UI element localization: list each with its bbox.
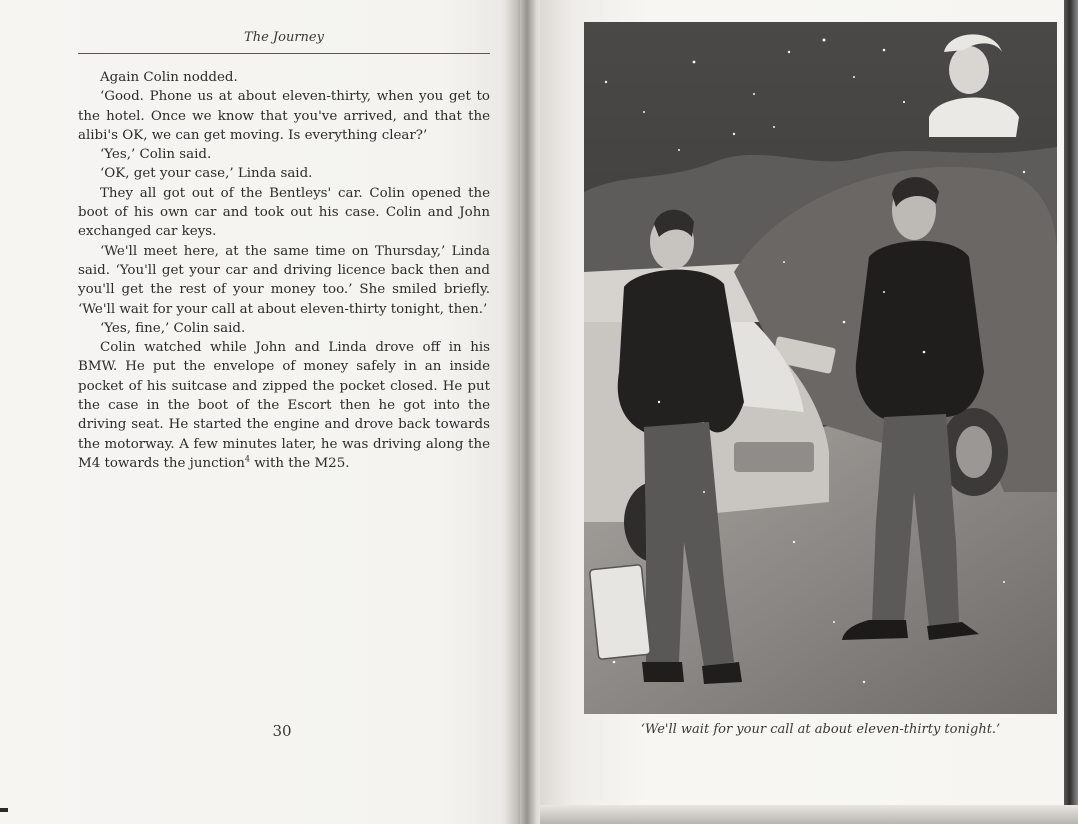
illustration [584, 22, 1057, 714]
paragraph: Again Colin nodded. [100, 70, 238, 85]
page-bottom-edge [540, 805, 1078, 824]
illustration-caption: ‘We'll wait for your call at about eleven-thirty tonight.’ [640, 722, 1001, 737]
paragraph: ‘Yes,’ Colin said. [100, 147, 212, 163]
header-rule [78, 53, 490, 54]
book-gutter [505, 0, 545, 824]
paragraph: ‘Good. Phone us at about eleven-thirty, when you get to the hotel. Once we know that you've arrived, and that the alibi's OK, we can get moving. Is everything clear?’ [78, 89, 490, 143]
paragraph-text: Colin watched while John and Linda drove off in his BMW. He put the envelope of money safely in an inside pocket of his suitcase and zipped the pocket closed. He put the case in the boot of the Escort then he got into the driving seat. He started the engine and drove back towards the motorway. A few minutes later, he was driving along the M4 towards the junction [78, 340, 490, 471]
paragraph-tail: with the M25. [250, 455, 350, 471]
paragraph: ‘We'll meet here, at the same time on Thursday,’ Linda said. ‘You'll get your car and driving licence back then and you'll get the rest of your money too.’ She smiled briefly. ‘We'll wait for your call at about eleven-thirty tonight, then.’ [78, 243, 490, 317]
footnote-mark: 4 [244, 454, 251, 464]
page-edge [1064, 0, 1078, 824]
paragraph: They all got out of the Bentleys' car. Colin opened the boot of his own car and took out his case. Colin and John exchanged car keys. [78, 185, 490, 240]
paragraph: ‘OK, get your case,’ Linda said. [100, 166, 313, 182]
edge-mark [0, 808, 8, 812]
page-number: 30 [272, 722, 292, 740]
illustration-two-men-by-car-at-night-icon [584, 22, 1057, 714]
paragraph: ‘Yes, fine,’ Colin said. [100, 320, 246, 336]
running-head: The Journey [244, 30, 324, 45]
paragraph-last [78, 338, 490, 473]
body-text [78, 68, 490, 473]
